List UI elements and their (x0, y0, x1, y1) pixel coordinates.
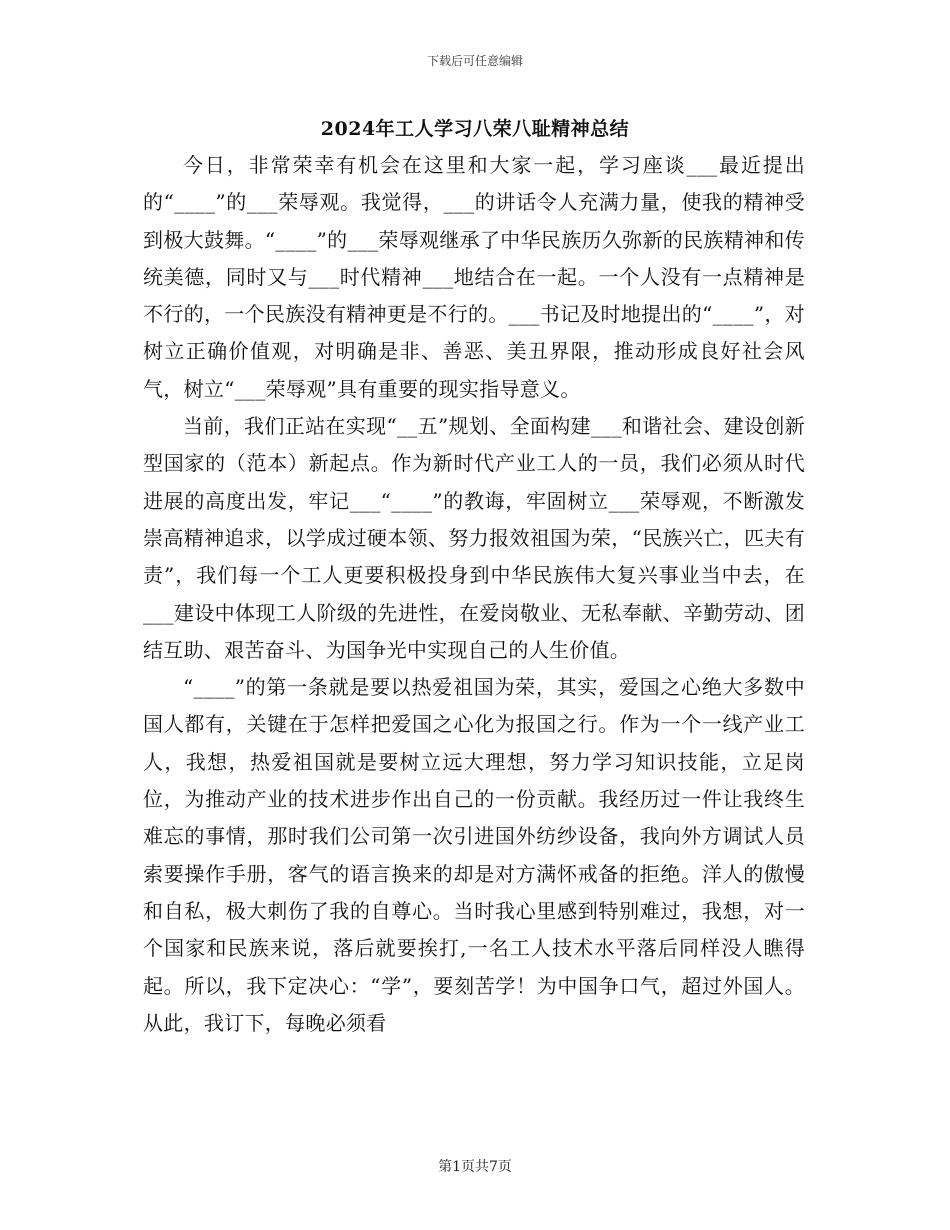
paragraph-2: 当前，我们正站在实现“__五”规划、全面构建___和谐社会、建设创新型国家的（范本）新起点。作为新时代产业工人的一员，我们必须从时代进展的高度出发，牢记___“____”的教诲，牢固树立___荣辱观，不断激发崇高精神追求，以学成过硬本领、努力报效祖国为荣，“民族兴亡，匹夫有责”，我们每一个工人更要积极投身到中华民族伟大复兴事业当中去，在___建设中体现工人阶级的先进性，在爱岗敬业、无私奉献、辛勤劳动、团结互助、艰苦奋斗、为国争光中实现自己的人生价值。 (143, 414, 805, 662)
paragraph-1: 今日，非常荣幸有机会在这里和大家一起，学习座谈___最近提出的“____”的___荣辱观。我觉得，___的讲话令人充满力量，使我的精神受到极大鼓舞。“____”的___荣辱观继承了中华民族历久弥新的民族精神和传统美德，同时又与___时代精神___地结合在一起。一个人没有一点精神是不行的，一个民族没有精神更是不行的。___书记及时地提出的“____”，对树立正确价值观，对明确是非、善恶、美丑界限，推动形成良好社会风气，树立“___荣辱观”具有重要的现实指导意义。 (143, 153, 805, 401)
paragraph-3: “____”的第一条就是要以热爱祖国为荣，其实，爱国之心绝大多数中国人都有，关键在于怎样把爱国之心化为报国之行。作为一个一线产业工人，我想，热爱祖国就是要树立远大理想，努力学习知识技能，立足岗位，为推动产业的技术进步作出自己的一份贡献。我经历过一件让我终生难忘的事情，那时我们公司第一次引进国外纺纱设备，我向外方调试人员索要操作手册，客气的语言换来的却是对方满怀戒备的拒绝。洋人的傲慢和自私，极大刺伤了我的自尊心。当时我心里感到特别难过，我想，对一个国家和民族来说，落后就要挨打,一名工人技术水平落后同样没人瞧得起。所以，我下定决心：“学”，要刻苦学！为中国争口气，超过外国人。从此，我订下，每晚必须看 (143, 675, 805, 1035)
document-title: 2024年工人学习八荣八耻精神总结 (320, 118, 630, 140)
document-body (143, 147, 805, 1042)
header-note: 下载后可任意编辑 (426, 54, 523, 68)
page-footer: 第1页共7页 (438, 1159, 512, 1175)
